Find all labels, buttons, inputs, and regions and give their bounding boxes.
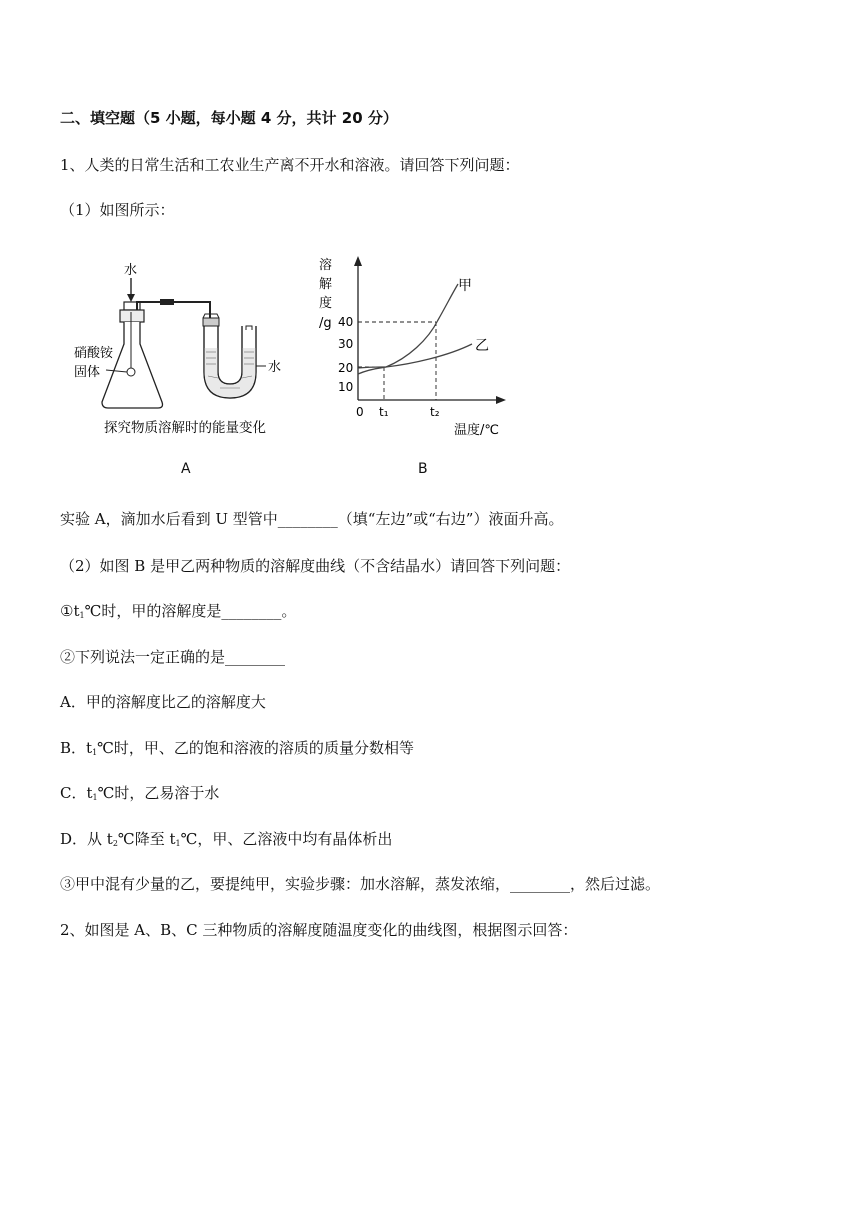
y-tick-20: 20 bbox=[338, 361, 354, 375]
sub-question-1-text-a: ①t bbox=[60, 602, 80, 620]
experiment-a-text: 实验 A，滴加水后看到 U 型管中 bbox=[60, 510, 278, 528]
question-1-experiment-a bbox=[60, 509, 563, 529]
answer-blank-purification[interactable]: ________ bbox=[510, 875, 571, 893]
answer-blank-choice[interactable]: ________ bbox=[225, 648, 286, 666]
y-axis-label-2: 解 bbox=[319, 277, 333, 292]
x-axis-label: 温度/℃ bbox=[454, 423, 499, 438]
subscript: 1 bbox=[92, 748, 98, 757]
option-c-text-a: C．t bbox=[60, 784, 93, 802]
water-top-label: 水 bbox=[124, 263, 138, 278]
option-d bbox=[60, 829, 392, 854]
sub-question-2-text: ②下列说法一定正确的是 bbox=[60, 648, 226, 666]
figure-b-solubility-chart bbox=[312, 250, 512, 442]
y-axis-label-1: 溶 bbox=[319, 258, 333, 273]
option-b-text-b: ℃时，甲、乙的饱和溶液的溶质的质量分数相等 bbox=[97, 739, 414, 757]
series-jia-label: 甲 bbox=[458, 278, 472, 294]
y-tick-10: 10 bbox=[338, 380, 354, 394]
water-right-label: 水 bbox=[268, 360, 282, 375]
series-yi-line bbox=[358, 344, 472, 368]
series-yi-label: 乙 bbox=[475, 338, 489, 354]
subscript: 1 bbox=[79, 611, 85, 620]
figure-b-letter: B bbox=[418, 461, 428, 477]
y-tick-40: 40 bbox=[338, 315, 354, 329]
subscript: 2 bbox=[112, 839, 118, 848]
sub-question-3 bbox=[60, 874, 660, 894]
option-a: A．甲的溶解度比乙的溶解度大 bbox=[60, 693, 266, 711]
subscript: 1 bbox=[175, 839, 181, 848]
sub-question-1-text-c: 。 bbox=[281, 602, 297, 620]
question-1-part-1: （1）如图所示： bbox=[60, 201, 175, 219]
sub-question-1-text-b: ℃时，甲的溶解度是 bbox=[84, 602, 222, 620]
salt-label-1: 硝酸铵 bbox=[74, 346, 114, 361]
question-1-part-2: （2）如图 B 是甲乙两种物质的溶解度曲线（不含结晶水）请回答下列问题： bbox=[60, 557, 571, 575]
option-b-text-a: B．t bbox=[60, 739, 93, 757]
sub-question-1 bbox=[60, 601, 296, 626]
origin-label: 0 bbox=[356, 405, 364, 419]
experiment-a-hint: （填“左边”或“右边”）液面升高。 bbox=[337, 510, 564, 528]
option-c bbox=[60, 783, 219, 808]
option-d-text-b: ℃降至 t bbox=[117, 830, 176, 848]
y-tick-30: 30 bbox=[338, 337, 354, 351]
sub-question-3-text-a: ③甲中混有少量的乙，要提纯甲，实验步骤：加水溶解，蒸发浓缩， bbox=[60, 875, 511, 893]
option-d-text-a: D．从 t bbox=[60, 830, 113, 848]
question-2-intro: 2、如图是 A、B、C 三种物质的溶解度随温度变化的曲线图，根据图示回答： bbox=[60, 921, 578, 939]
option-b bbox=[60, 738, 414, 763]
x-tick-t1: t₁ bbox=[379, 405, 389, 419]
option-c-text-b: ℃时，乙易溶于水 bbox=[97, 784, 220, 802]
salt-label-2: 固体 bbox=[74, 365, 101, 380]
section-title: 二、填空题（5 小题，每小题 4 分，共计 20 分） bbox=[60, 109, 398, 127]
sub-question-2 bbox=[60, 647, 285, 667]
figure-a-apparatus bbox=[74, 252, 310, 442]
option-d-text-c: ℃，甲、乙溶液中均有晶体析出 bbox=[180, 830, 393, 848]
figure-a-letter: A bbox=[181, 461, 191, 477]
figure-a-caption: 探究物质溶解时的能量变化 bbox=[104, 420, 266, 436]
answer-blank-solubility[interactable]: ________ bbox=[221, 602, 282, 620]
sub-question-3-text-b: ，然后过滤。 bbox=[570, 875, 661, 893]
y-axis-label-3: 度 bbox=[319, 296, 333, 311]
question-1-intro: 1、人类的日常生活和工农业生产离不开水和溶液。请回答下列问题： bbox=[60, 156, 520, 174]
series-jia-line bbox=[358, 284, 458, 374]
answer-blank-u-tube[interactable]: ________ bbox=[277, 510, 338, 528]
subscript: 1 bbox=[92, 793, 98, 802]
x-tick-t2: t₂ bbox=[430, 405, 440, 419]
y-axis-label-4: /g bbox=[319, 316, 332, 331]
